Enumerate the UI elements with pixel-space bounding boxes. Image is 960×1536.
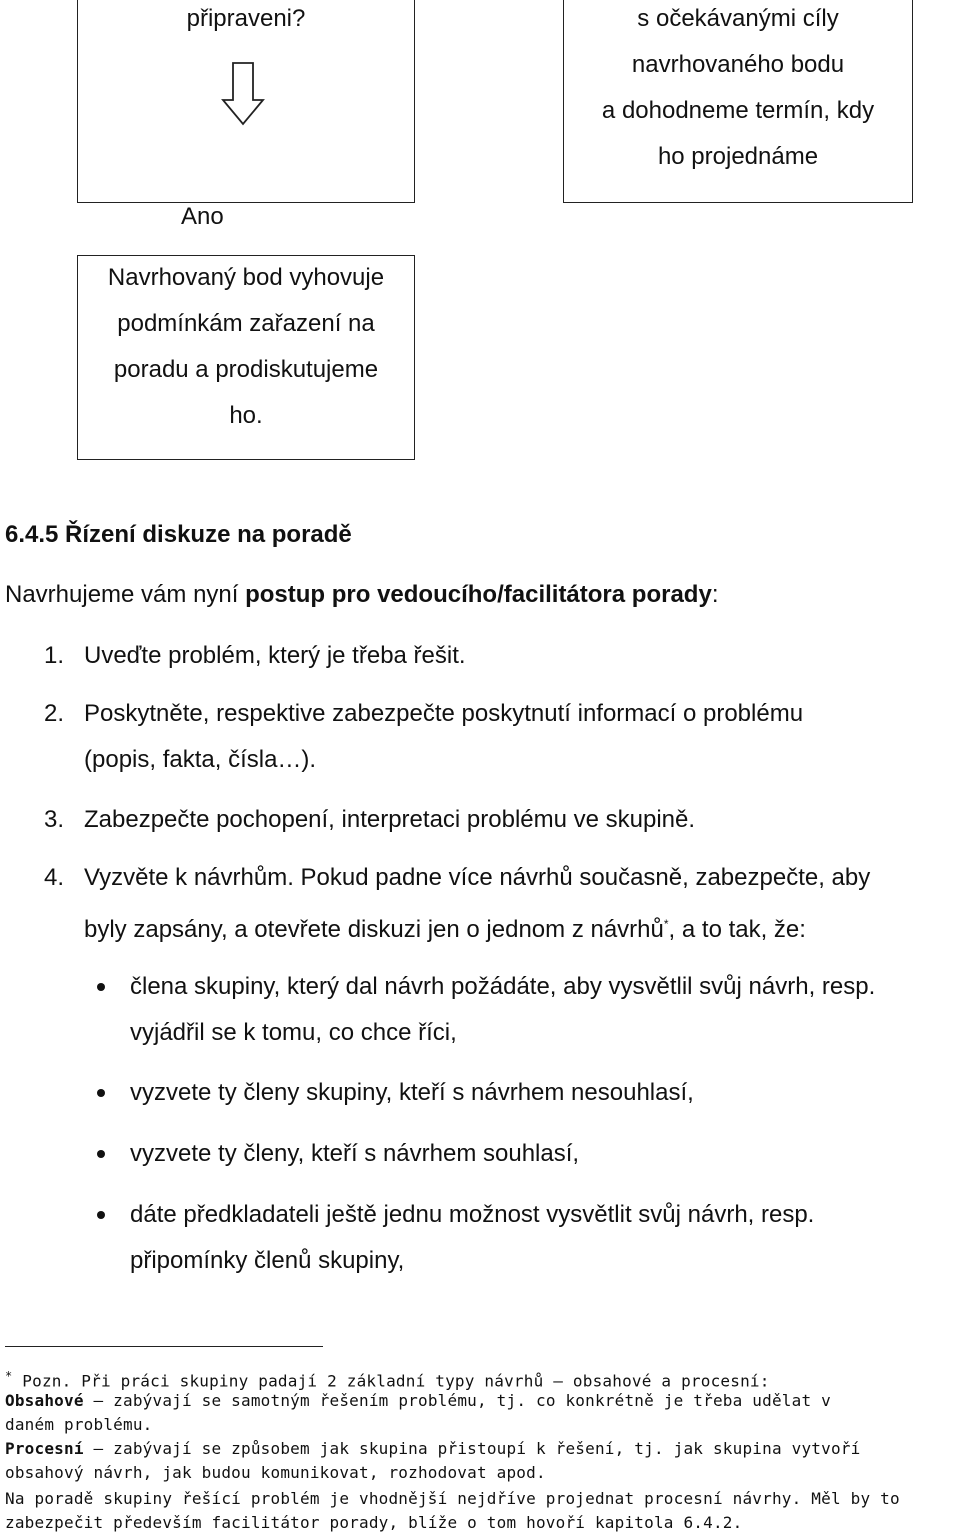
footnote-line-2 [5,1389,831,1413]
flow-box-accepted-text [77,255,415,439]
flow-accepted-line-1: Navrhovaný bod vyhovuje [107,264,385,291]
footnote-line-3: daném problému. [5,1415,153,1434]
step-text-1: Uveďte problém, který je třeba řešit. [84,642,466,669]
step-number-3: 3. [44,806,65,833]
intro-bold: postup pro vedoucího/facilitátora porady [245,581,712,608]
footnote-intro: Pozn. Při práci skupiny padají 2 základní typy návrhů – obsahové a procesní: [22,1371,770,1391]
flow-box-question-text: připraveni? [186,5,306,32]
intro-plain: Navrhujeme vám nyní [5,581,246,608]
flow-accepted-line-4: ho. [229,402,263,429]
flow-accepted-line-2: podmínkám zařazení na [117,310,375,337]
step-text-2-line-1: Poskytněte, respektive zabezpečte poskytnutí informací o problému [84,700,804,727]
section-intro [5,575,718,615]
footnote-marker: * [5,1369,13,1383]
footnote-divider [5,1346,323,1347]
footnote-obsahove-text: – zabývají se samotným řešením problému, tj. co konkrétně je třeba udělat v [83,1391,831,1410]
bullet-4-line-2: připomínky členů skupiny, [130,1247,405,1274]
down-arrow-icon [221,62,265,126]
footnote-line-7: zabezpečit především facilitátor porady, blíže o tom hovoří kapitola 6.4.2. [5,1513,743,1532]
footnote-line-6: Na poradě skupiny řešící problém je vhodnější nejdříve projednat procesní návrhy. Měl by to [5,1489,900,1508]
bullet-2-line-1: vyzvete ty členy skupiny, kteří s návrhem nesouhlasí, [130,1079,694,1106]
step-text-2-line-2: (popis, fakta, čísla…). [84,746,317,773]
footnote-line-4 [5,1437,860,1461]
step-text-4-line-2 [84,901,806,953]
step-text-3: Zabezpečte pochopení, interpretaci problému ve skupině. [84,806,696,833]
step-4-line-2-end: , a to tak, že: [668,916,806,943]
section-heading: 6.4.5 Řízení diskuze na poradě [5,521,352,548]
footnote-procesni-label: Procesní [5,1439,84,1458]
step-number-4: 4. [44,864,65,891]
bullet-icon [97,983,105,991]
flow-alt-line-3: a dohodneme termín, kdy [601,97,875,124]
flow-alt-line-1: s očekávanými cíly [637,5,839,32]
flow-alt-line-2: navrhovaného bodu [631,51,845,78]
step-text-4-line-1: Vyzvěte k návrhům. Pokud padne více návrhů současně, zabezpečte, aby [84,864,871,891]
step-4-line-2-main: byly zapsány, a otevřete diskuzi jen o jednom z návrhů [84,916,664,943]
flow-box-alternative-text [563,0,913,180]
footnote-obsahove-label: Obsahové [5,1391,84,1410]
flow-yes-label: Ano [181,203,224,230]
bullet-1-line-2: vyjádřil se k tomu, co chce říci, [130,1019,457,1046]
intro-end: : [711,581,719,608]
footnote-ref-marker: * [663,917,669,931]
flow-alt-line-4: ho projednáme [657,143,819,170]
bullet-1-line-1: člena skupiny, který dal návrh požádáte, aby vysvětlil svůj návrh, resp. [130,973,876,1000]
bullet-icon [97,1150,105,1158]
footnote-procesni-text: – zabývají se způsobem jak skupina přistoupí k řešení, tj. jak skupina vytvoří [83,1439,861,1458]
flow-accepted-line-3: poradu a prodiskutujeme [113,356,379,383]
step-number-2: 2. [44,700,65,727]
step-number-1: 1. [44,642,65,669]
bullet-icon [97,1211,105,1219]
bullet-icon [97,1089,105,1097]
bullet-3-line-1: vyzvete ty členy, kteří s návrhem souhlasí, [130,1140,580,1167]
bullet-4-line-1: dáte předkladateli ještě jednu možnost vysvětlit svůj návrh, resp. [130,1201,815,1228]
footnote-line-5: obsahový návrh, jak budou komunikovat, rozhodovat apod. [5,1463,546,1482]
